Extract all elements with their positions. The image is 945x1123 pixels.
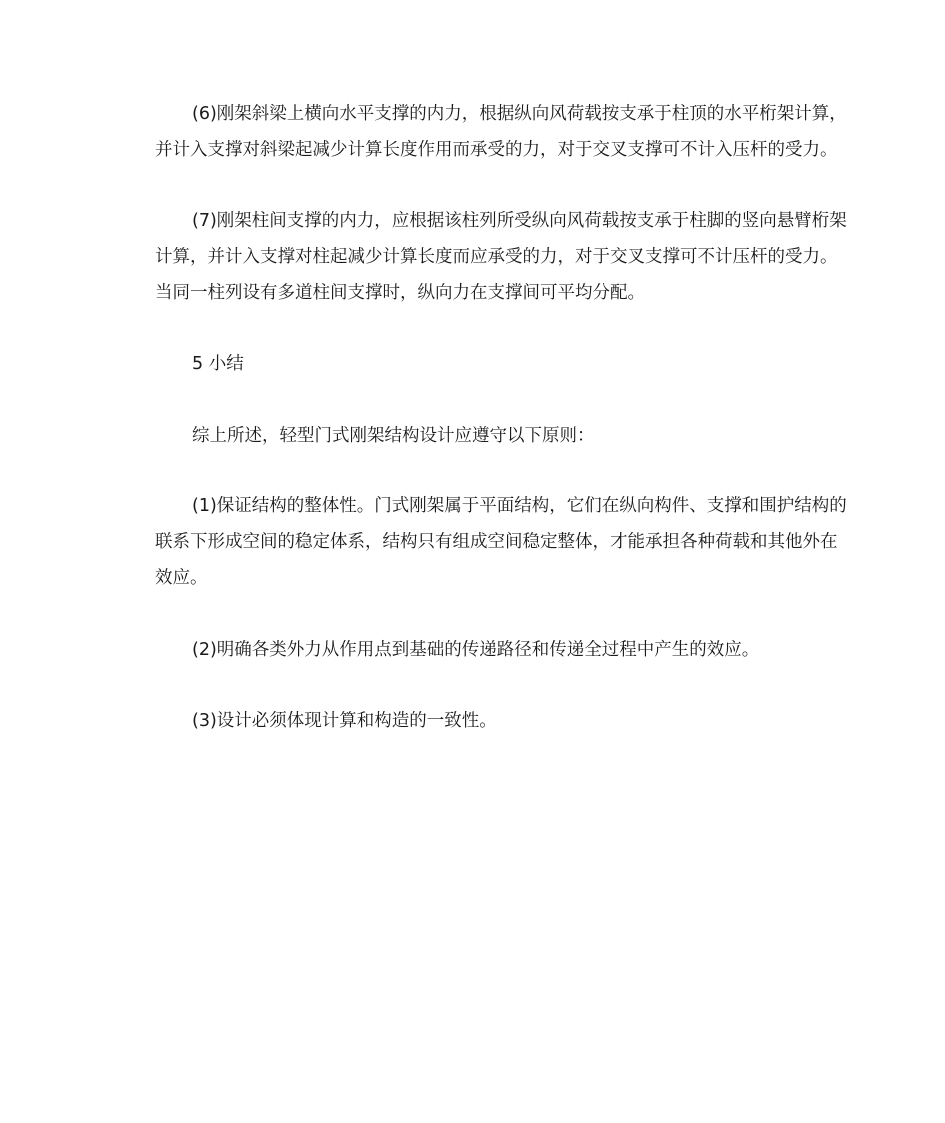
paragraph-principle-2 — [120, 632, 832, 668]
paragraph-line: (3)设计必须体现计算和构造的一致性。 — [192, 711, 497, 731]
section-heading-summary — [120, 346, 832, 382]
paragraph-principle-1 — [120, 488, 847, 596]
paragraph-bracing-column — [120, 203, 847, 311]
paragraph-line: 当同一柱列设有多道柱间支撑时，纵向力在支撑间可平均分配。 — [155, 283, 645, 303]
paragraph-line: 综上所述，轻型门式刚架结构设计应遵守以下原则： — [192, 426, 595, 446]
paragraph-line: (2)明确各类外力从作用点到基础的传递路径和传递全过程中产生的效应。 — [192, 640, 760, 660]
paragraph-line: (7)刚架柱间支撑的内力，应根据该柱列所受纵向风荷载按支承于柱脚的竖向悬臂桁架 — [192, 211, 847, 231]
paragraph-line: (1)保证结构的整体性。门式刚架属于平面结构，它们在纵向构件、支撑和围护结构的 — [192, 496, 847, 516]
paragraph-line: 联系下形成空间的稳定体系，结构只有组成空间稳定整体，才能承担各种荷载和其他外在 — [155, 532, 838, 552]
paragraph-line: 并计入支撑对斜梁起减少计算长度作用而承受的力，对于交叉支撑可不计入压杆的受力。 — [155, 140, 838, 160]
paragraph-bracing-beam — [120, 96, 847, 168]
paragraph-line: 计算，并计入支撑对柱起减少计算长度而应承受的力，对于交叉支撑可不计压杆的受力。 — [155, 247, 838, 267]
paragraph-line: (6)刚架斜梁上横向水平支撑的内力，根据纵向风荷载按支承于柱顶的水平桁架计算， — [192, 104, 847, 124]
paragraph-summary-intro — [120, 418, 832, 454]
section-heading: 5 小结 — [192, 354, 244, 374]
paragraph-principle-3 — [120, 703, 832, 739]
paragraph-line: 效应。 — [155, 568, 208, 588]
